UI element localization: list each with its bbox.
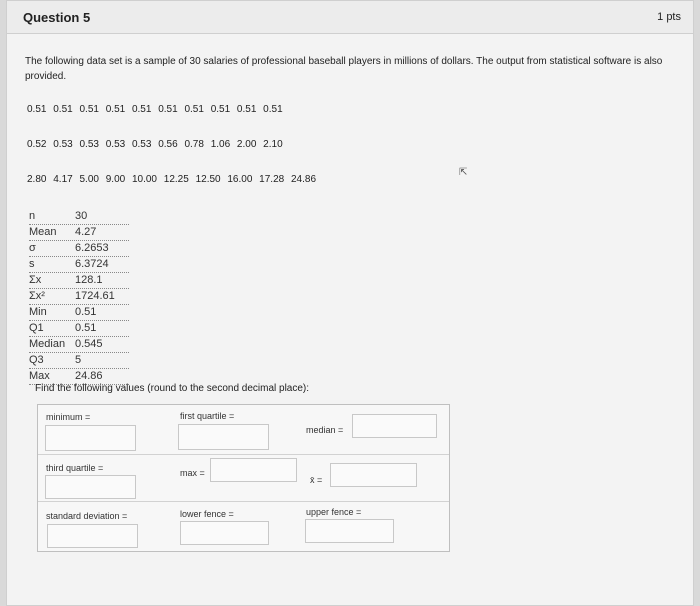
minimum-input[interactable]: [45, 425, 136, 451]
answer-grid: [37, 404, 450, 552]
minimum-label: minimum =: [46, 412, 91, 422]
upper-fence-label: upper fence =: [306, 507, 362, 517]
question-prompt: The following data set is a sample of 30 salaries of professional baseball players in millions of dollars. The output from statistical software is also provided.: [25, 56, 663, 82]
first-quartile-input[interactable]: [178, 424, 269, 450]
max-label: max =: [180, 468, 205, 478]
question-title: Question 5: [23, 9, 91, 25]
data-row-3: 2.80 4.17 5.00 9.00 10.00 12.25 12.50 16.00 17.28 24.86: [27, 174, 317, 185]
stat-row: σ 6.2653: [29, 241, 129, 257]
data-row-2: 0.52 0.53 0.53 0.53 0.53 0.56 0.78 1.06 2.00 2.10: [27, 139, 283, 150]
instruction-text: Find the following values (round to the second decimal place):: [35, 383, 310, 394]
median-label: median =: [306, 425, 344, 435]
third-quartile-label: third quartile =: [46, 463, 104, 473]
question-header: [7, 1, 693, 34]
grid-divider: [38, 454, 449, 455]
stat-row: Mean 4.27: [29, 225, 129, 241]
lower-fence-label: lower fence =: [180, 509, 234, 519]
mouse-cursor-icon: ⇱: [459, 167, 468, 178]
question-card: [6, 0, 694, 606]
stat-row: Σx² 1724.61: [29, 289, 129, 305]
lower-fence-input[interactable]: [180, 521, 269, 545]
stat-row: s 6.3724: [29, 257, 129, 273]
stat-row: Q1 0.51: [29, 321, 129, 337]
standard-deviation-input[interactable]: [47, 524, 138, 548]
third-quartile-input[interactable]: [45, 475, 136, 499]
stat-row: n 30: [29, 209, 129, 225]
median-input[interactable]: [352, 414, 437, 438]
stat-row: Min 0.51: [29, 305, 129, 321]
first-quartile-label: first quartile =: [180, 411, 235, 421]
mean-label: x̄ =: [310, 475, 323, 485]
grid-divider: [38, 501, 449, 502]
statistics-output-table: [29, 209, 129, 385]
mean-input[interactable]: [330, 463, 417, 487]
stat-row: Median 0.545: [29, 337, 129, 353]
stat-row: Σx 128.1: [29, 273, 129, 289]
upper-fence-input[interactable]: [305, 519, 394, 543]
stat-row: Q3 5: [29, 353, 129, 369]
standard-deviation-label: standard deviation =: [46, 511, 128, 521]
points-label: 1 pts: [657, 11, 681, 23]
stat-row: Max 24.86: [29, 369, 129, 385]
data-row-1: 0.51 0.51 0.51 0.51 0.51 0.51 0.51 0.51 0.51 0.51: [27, 104, 283, 115]
max-input[interactable]: [210, 458, 297, 482]
